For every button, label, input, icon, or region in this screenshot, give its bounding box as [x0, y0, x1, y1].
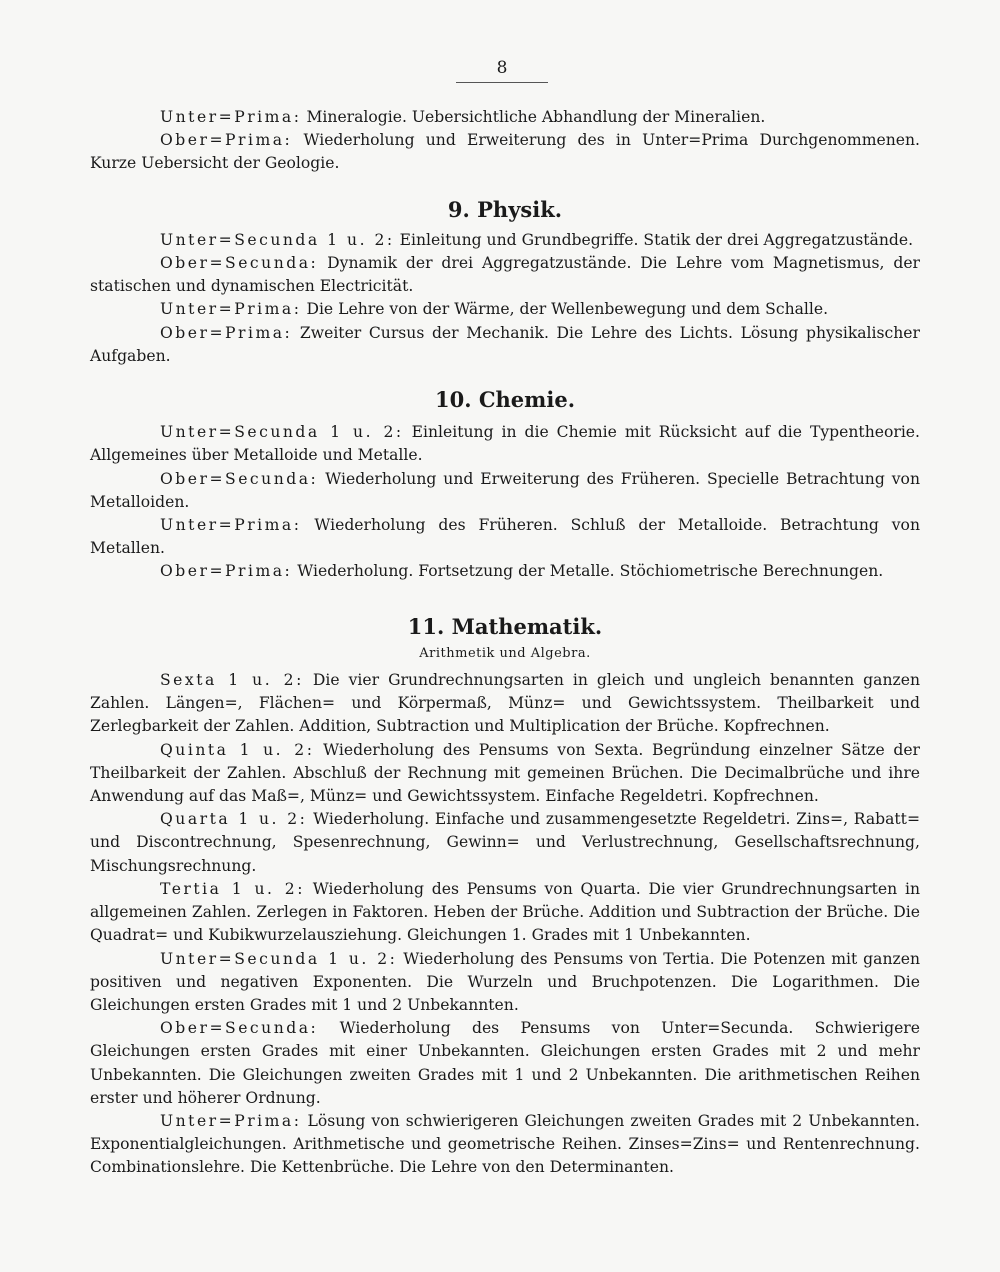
entry-text: Wiederholung des Früheren. Schluß der Metalloide. Betrachtung von Metallen.	[90, 516, 920, 558]
section-heading-chemie: 10. Chemie.	[434, 387, 576, 413]
section-heading-physik: 9. Physik.	[447, 196, 563, 222]
grade-label: Quarta 1 u. 2:	[160, 810, 308, 829]
entry-text: Einleitung in die Chemie mit Rücksicht auf die Typentheorie. Allgemeines über Metalloide und Metalle.	[90, 423, 920, 465]
grade-label: Ober=Secunda:	[160, 469, 319, 488]
curriculum-entry	[90, 669, 920, 739]
grade-label: Ober=Secunda:	[160, 1019, 319, 1038]
grade-label: Ober=Prima:	[160, 323, 293, 342]
grade-label: Unter=Prima:	[160, 1111, 302, 1130]
page-number: 8	[456, 58, 548, 83]
curriculum-entry	[90, 878, 920, 948]
grade-label: Ober=Prima:	[160, 131, 293, 150]
entry-text: Zweiter Cursus der Mechanik. Die Lehre des Lichts. Lösung physikalischer Aufgaben.	[90, 323, 920, 365]
curriculum-entry	[90, 1017, 920, 1110]
entry-text: Wiederholung des Pensums von Unter=Secunda. Schwierigere Gleichungen ersten Grades mit einer Unbekannten. Gleichungen ersten Grades mit 2 und mehr Unbekannten. Die Gleichungen zweiten Grades mit 1 und 2 Unbekannten. Die arithmetischen Reihen erster und höherer Ordnung.	[90, 1019, 920, 1107]
grade-label: Quinta 1 u. 2:	[160, 740, 315, 759]
entry-text: Wiederholung des Pensums von Sexta. Begründung einzelner Sätze der Theilbarkeit der Zahlen. Abschluß der Rechnung mit gemeinen Brüchen. Die Decimalbrüche und ihre Anwendung auf das Maß=, Münz= und Gewichtssystem. Einfache Regeldetri. Kopfrechnen.	[90, 740, 921, 806]
entry-text: Die Lehre von der Wärme, der Wellenbewegung und dem Schalle.	[301, 300, 829, 319]
grade-label: Unter=Secunda 1 u. 2:	[160, 230, 395, 249]
entry-text: Wiederholung des Pensums von Tertia. Die Potenzen mit ganzen positiven und negativen Exponenten. Die Wurzeln und Bruchpotenzen. Die Logarithmen. Die Gleichungen ersten Grades mit 1 und 2 Unbekannten.	[90, 949, 920, 1014]
entry-text: Lösung von schwierigeren Gleichungen zweiten Grades mit 2 Unbekannten. Exponentialgleichungen. Arithmetische und geometrische Reihen. Zinses=Zins= und Rentenrechnung. Combinationslehre. Die Kettenbrüche. Die Lehre von den Determinanten.	[90, 1111, 920, 1177]
grade-label: Ober=Secunda:	[160, 254, 319, 273]
entry-text: Wiederholung und Erweiterung des Früheren. Specielle Betrachtung von Metalloiden.	[90, 469, 920, 511]
section-subheading: Arithmetik und Algebra.	[419, 645, 591, 661]
curriculum-entry	[90, 739, 920, 809]
entry-text: Die vier Grundrechnungsarten in gleich und ungleich benannten ganzen Zahlen. Längen=, Flächen= und Körpermaß, Münz= und Gewichtssystem. Theilbarkeit und Zerlegbarkeit der Zahlen. Addition, Subtraction und Multiplication der Brüche. Kopfrechnen.	[90, 671, 920, 736]
grade-label: Unter=Prima:	[160, 516, 302, 535]
grade-label: Sexta 1 u. 2:	[160, 671, 304, 690]
grade-label: Unter=Prima:	[160, 108, 302, 126]
entry-text: Wiederholung des Pensums von Quarta. Die vier Grundrechnungsarten in allgemeinen Zahlen. Zerlegen in Faktoren. Heben der Brüche. Addition und Subtraction der Brüche. Die Quadrat= und Kubikwurzelausziehung. Gleichungen 1. Grades mit 1 Unbekannten.	[90, 879, 921, 945]
grade-label: Unter=Secunda 1 u. 2:	[160, 423, 404, 442]
curriculum-entry	[90, 560, 920, 583]
curriculum-entry	[90, 322, 920, 368]
entry-text: Wiederholung. Einfache und zusammengesetzte Regeldetri. Zins=, Rabatt= und Discontrechnung, Spesenrechnung, Gewinn= und Verlustrechnung, Gesellschaftsrechnung, Mischungsrechnung.	[90, 810, 921, 875]
entry-text: Dynamik der drei Aggregatzustände. Die Lehre vom Magnetismus, der statischen und dynamischen Electricität.	[90, 254, 920, 296]
curriculum-entry	[90, 129, 920, 175]
curriculum-entry	[90, 808, 920, 878]
grade-label: Tertia 1 u. 2:	[160, 879, 305, 898]
curriculum-entry	[90, 948, 920, 1018]
entry-text: Mineralogie. Uebersichtliche Abhandlung der Mineralien.	[301, 108, 766, 126]
curriculum-entry	[90, 1110, 920, 1180]
curriculum-entry	[90, 229, 920, 252]
grade-label: Unter=Secunda 1 u. 2:	[160, 949, 398, 968]
curriculum-entry	[90, 252, 920, 298]
entry-text: Wiederholung und Erweiterung des in Unter=Prima Durchgenommenen. Kurze Uebersicht der Geologie.	[90, 131, 920, 173]
grade-label: Ober=Prima:	[160, 562, 293, 581]
page-body	[90, 106, 920, 1180]
curriculum-entry	[90, 106, 920, 129]
section-heading-mathematik: 11. Mathematik.	[407, 613, 603, 639]
curriculum-entry	[90, 468, 920, 514]
entry-text: Wiederholung. Fortsetzung der Metalle. Stöchiometrische Berechnungen.	[292, 562, 884, 581]
entry-text: Einleitung und Grundbegriffe. Statik der drei Aggregatzustände.	[394, 230, 914, 249]
curriculum-entry	[90, 298, 920, 321]
curriculum-entry	[90, 514, 920, 560]
curriculum-entry	[90, 421, 920, 467]
grade-label: Unter=Prima:	[160, 300, 302, 319]
